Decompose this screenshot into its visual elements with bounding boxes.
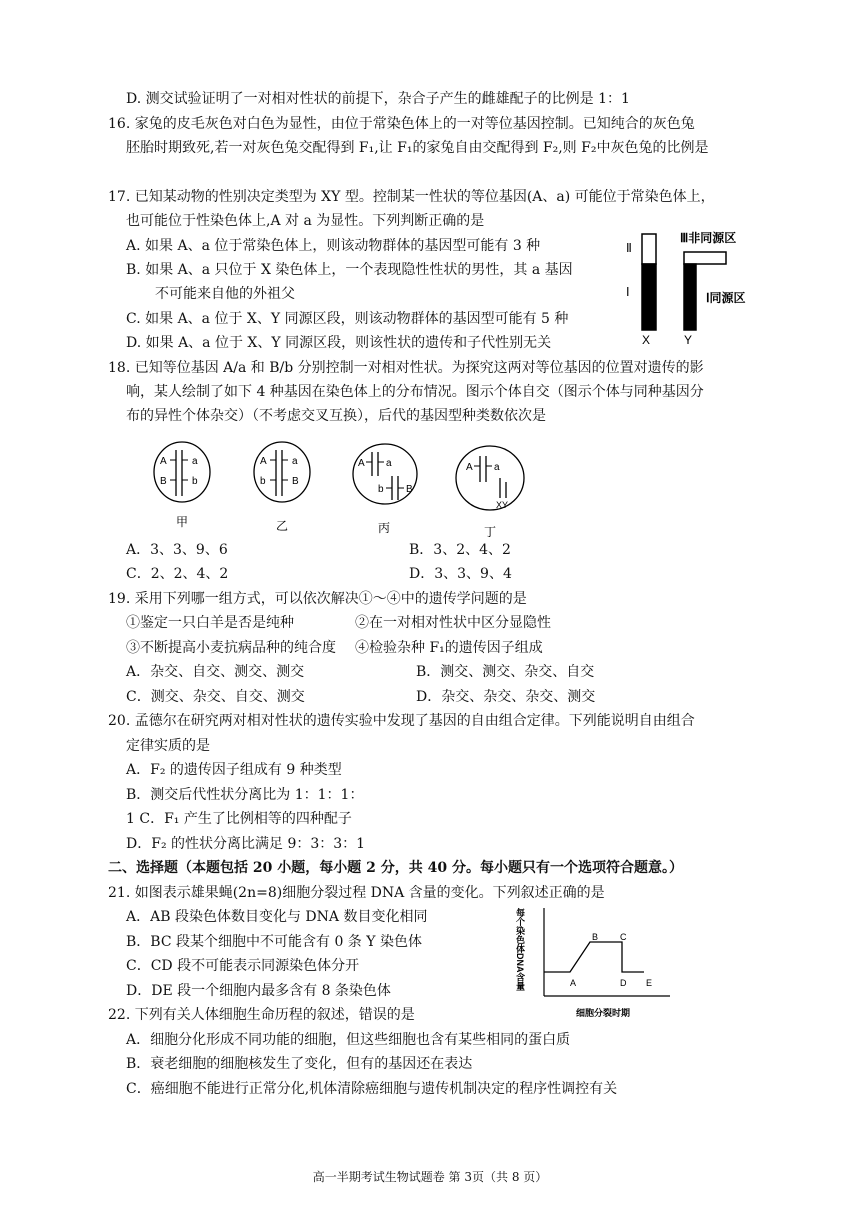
gene-location-cells-figure	[140, 440, 540, 540]
graph-point-label: B	[592, 932, 599, 942]
q18-stem-2: 响，某人绘制了如下 4 种基因在染色体上的分布情况。图示个体自交（图示个体与同种基因分	[126, 384, 704, 400]
x-nonhomologous-segment	[642, 234, 656, 264]
cell-name: 丁	[484, 525, 497, 539]
page-footer: 高一半期考试生物试题卷 第 3页（共 8 页）	[312, 1170, 548, 1184]
gene-label: XY	[496, 500, 509, 510]
cell-ding	[456, 446, 524, 539]
gene-label: B	[160, 476, 167, 487]
cell-name: 甲	[176, 515, 189, 529]
gene-label: b	[260, 476, 266, 487]
q20-option-b: B．测交后代性状分离比为 1：1：1：	[126, 787, 364, 803]
graph-point-label: A	[570, 978, 577, 988]
q19-option-d: D．杂交、杂交、杂交、测交	[416, 689, 596, 705]
q20-option-d: D．F₂ 的性状分离比满足 9：3：3：1	[126, 836, 366, 852]
q17-option-b-1: B. 如果 A、a 只位于 X 染色体上，一个表现隐性性状的男性，其 a 基因	[126, 262, 573, 278]
q19-option-c: C．测交、杂交、自交、测交	[126, 689, 305, 705]
gene-label: a	[494, 462, 500, 473]
dna-content-curve	[544, 942, 644, 972]
q22-option-c: C．癌细胞不能进行正常分化,机体清除癌细胞与遗传机制决定的程序性调控有关	[126, 1081, 618, 1097]
q18-option-a: A．3、3、9、6	[126, 542, 228, 558]
graph-y-axis-label: 每个染色体DNA含量	[515, 908, 525, 991]
q19-option-b: B．测交、测交、杂交、自交	[416, 664, 595, 680]
gene-label: A	[466, 462, 473, 473]
nonhomologous-region-label: Ⅲ非同源区	[680, 231, 737, 245]
cell-name: 丙	[378, 521, 391, 535]
q17-stem-1: 17. 已知某动物的性别决定类型为 XY 型。控制某一性状的等位基因(A、a) 可能位于常染色体上，	[108, 189, 715, 205]
y-chromosome-label: Y	[684, 333, 693, 347]
q21-option-b: B．BC 段某个细胞中不可能含有 0 条 Y 染色体	[126, 934, 422, 950]
q18-option-b: B．3、2、4、2	[409, 542, 511, 558]
q20-option-a: A．F₂ 的遗传因子组成有 9 种类型	[126, 762, 342, 778]
q17-option-b-2: 不可能来自他的外祖父	[155, 286, 295, 302]
q21-option-a: A．AB 段染色体数目变化与 DNA 数目变化相同	[126, 909, 428, 925]
q21-stem: 21. 如图表示雄果蝇(2n=8)细胞分裂过程 DNA 含量的变化。下列叙述正确的是	[108, 885, 605, 901]
q17-stem-2: 也可能位于性染色体上,A 对 a 为显性。下列判断正确的是	[126, 213, 485, 229]
region-ii-label: Ⅱ	[626, 241, 632, 255]
q20-stem-2: 定律实质的是	[126, 738, 210, 754]
q22-option-b: B．衰老细胞的细胞核发生了变化，但有的基因还在表达	[126, 1056, 473, 1072]
homologous-region-label: Ⅰ同源区	[706, 291, 746, 305]
q19-item-1: ①鉴定一只白羊是否是纯种	[126, 615, 294, 631]
gene-label: b	[378, 484, 384, 495]
gene-label: B	[406, 484, 413, 495]
gene-label: B	[292, 476, 299, 487]
q18-stem-3: 布的异性个体杂交）（不考虑交叉互换），后代的基因型种类数依次是	[126, 408, 546, 424]
q21-option-d: D．DE 段一个细胞内最多含有 8 条染色体	[126, 983, 391, 999]
cell-name: 乙	[276, 519, 289, 533]
cell-bing	[353, 444, 417, 535]
q19-stem: 19. 采用下列哪一组方式，可以依次解决①～④中的遗传学问题的是	[108, 591, 527, 607]
x-homologous-segment	[642, 264, 656, 330]
q18-option-d: D．3、3、9、4	[409, 566, 512, 582]
q22-option-a: A．细胞分化形成不同功能的细胞，但这些细胞也含有某些相同的蛋白质	[126, 1032, 571, 1048]
y-nonhomologous-segment	[684, 252, 726, 264]
graph-point-label: C	[620, 932, 627, 942]
q18-stem-1: 18. 已知等位基因 A/a 和 B/b 分别控制一对相对性状。为探究这两对等位基因的位置对遗传的影	[108, 360, 704, 376]
q17-option-c: C. 如果 A、a 位于 X、Y 同源区段，则该动物群体的基因型可能有 5 种	[126, 311, 569, 327]
gene-label: A	[160, 456, 167, 467]
q20-stem-1: 20. 孟德尔在研究两对相对性状的遗传实验中发现了基因的自由组合定律。下列能说明自由组合	[108, 713, 695, 729]
gene-label: a	[386, 458, 392, 469]
dna-content-graph	[515, 900, 678, 1022]
q15-option-d: D. 测交试验证明了一对相对性状的前提下，杂合子产生的雌雄配子的比例是 1：1	[126, 91, 630, 107]
graph-point-label: E	[646, 978, 653, 988]
q17-option-d: D. 如果 A、a 位于 X、Y 同源区段，则该性状的遗传和子代性别无关	[126, 335, 552, 351]
xy-chromosome-figure	[620, 228, 760, 348]
graph-point-label: D	[620, 978, 627, 988]
q16-stem-1: 16. 家兔的皮毛灰色对白色为显性，由位于常染色体上的一对等位基因控制。已知纯合的灰色兔	[108, 116, 695, 132]
graph-x-axis-label: 细胞分裂时期	[576, 1008, 631, 1018]
x-chromosome-label: X	[642, 333, 651, 347]
q19-item-2: ②在一对相对性状中区分显隐性	[355, 615, 551, 631]
y-homologous-segment	[684, 264, 696, 330]
gene-label: A	[358, 458, 365, 469]
q16-stem-2: 胚胎时期致死,若一对灰色兔交配得到 F₁,让 F₁的家兔自由交配得到 F₂,则 F₂中灰色兔的比例是	[126, 140, 709, 156]
q17-option-a: A. 如果 A、a 位于常染色体上，则该动物群体的基因型可能有 3 种	[126, 238, 541, 254]
gene-label: A	[260, 456, 267, 467]
cell-yi	[254, 442, 310, 533]
q19-item-4: ④检验杂种 F₁的遗传因子组成	[355, 640, 543, 656]
gene-label: a	[292, 456, 298, 467]
section-2-heading: 二、选择题（本题包括 20 小题，每小题 2 分，共 40 分。每小题只有一个选项符合题意。）	[108, 860, 683, 876]
q18-option-c: C．2、2、4、2	[126, 566, 229, 582]
q21-option-c: C．CD 段不可能表示同源染色体分开	[126, 958, 360, 974]
q19-item-3: ③不断提高小麦抗病品种的纯合度	[126, 640, 336, 656]
cell-jia	[154, 442, 210, 529]
q20-option-c: 1 C．F₁ 产生了比例相等的四种配子	[126, 811, 352, 827]
gene-label: b	[192, 476, 198, 487]
q19-option-a: A．杂交、自交、测交、测交	[126, 664, 305, 680]
q22-stem: 22. 下列有关人体细胞生命历程的叙述，错误的是	[108, 1007, 415, 1023]
region-i-label: Ⅰ	[626, 285, 630, 299]
gene-label: a	[192, 456, 198, 467]
